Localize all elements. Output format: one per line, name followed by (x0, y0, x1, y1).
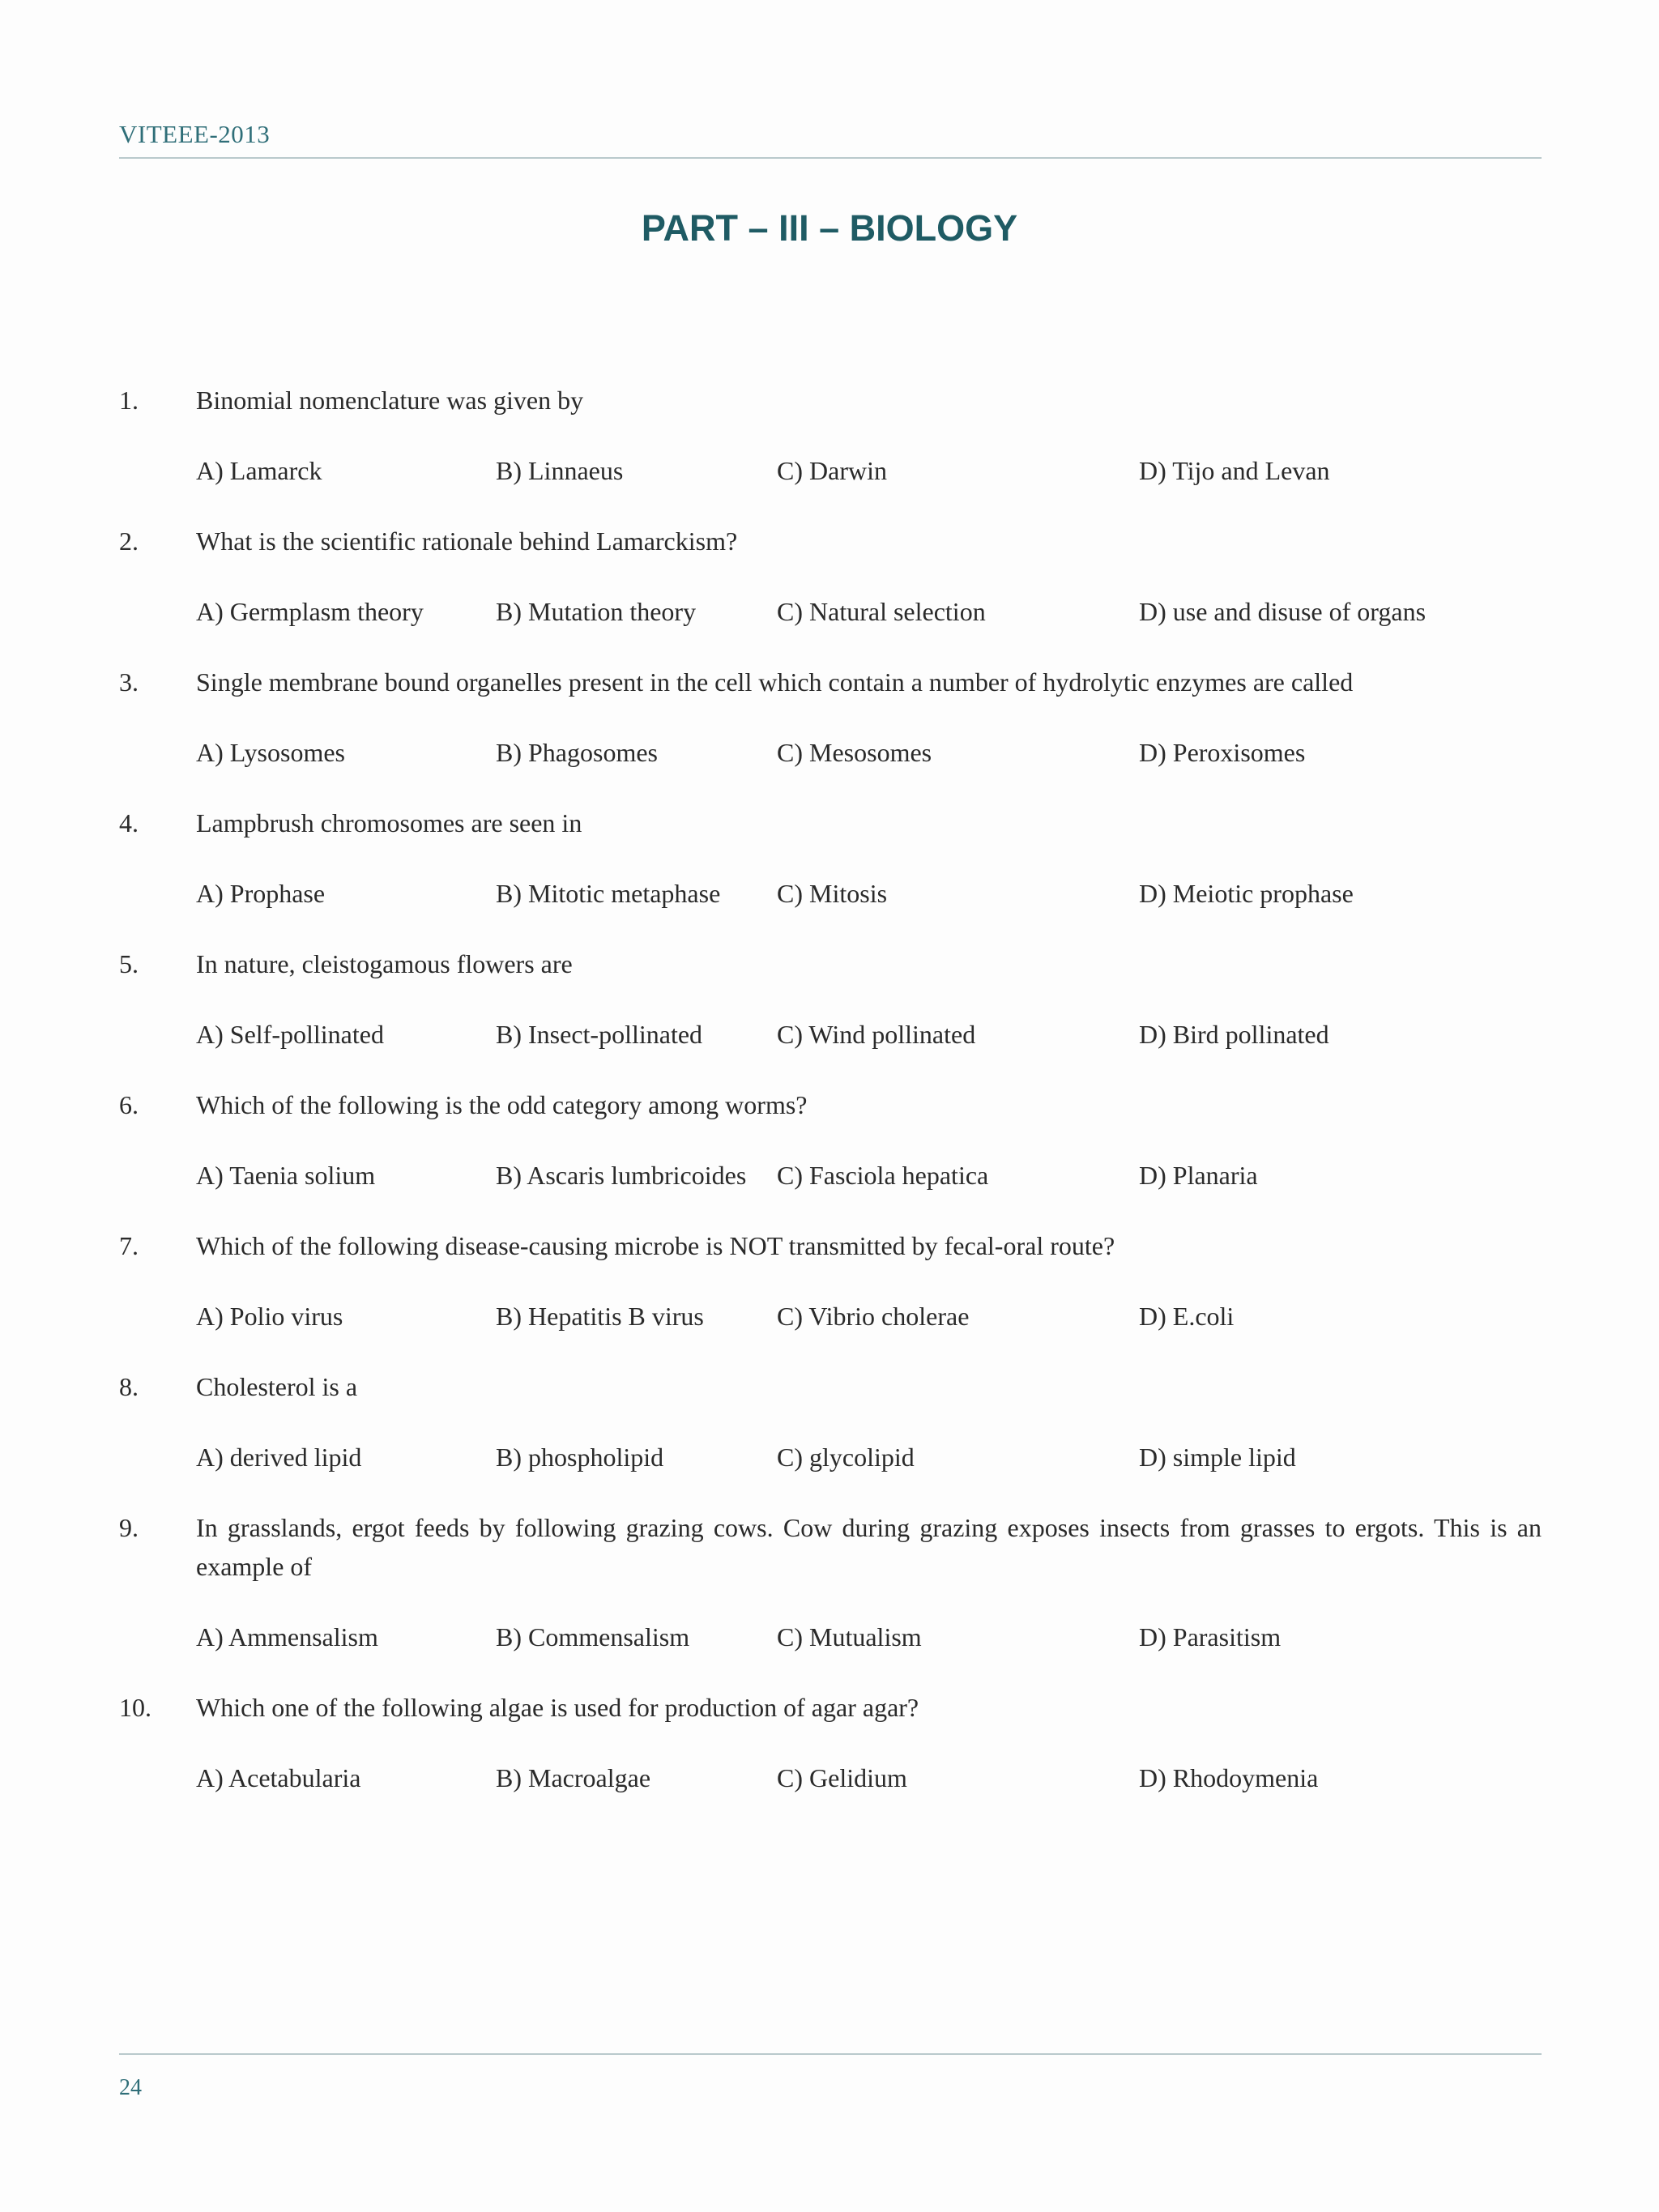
question-9 (0, 1508, 1659, 1688)
option-a: A) Prophase (196, 879, 326, 908)
option-b: B) Ascaris lumbricoides (496, 1161, 747, 1190)
question-number: 9. (119, 1513, 139, 1542)
option-a: A) Lysosomes (196, 738, 345, 767)
question-text: In nature, cleistogamous flowers are (196, 949, 573, 978)
question-number: 3. (119, 667, 139, 697)
option-d: D) Peroxisomes (1139, 738, 1306, 767)
option-b: B) Macroalgae (496, 1763, 651, 1792)
option-c: C) glycolipid (777, 1443, 915, 1472)
option-c: C) Mitosis (777, 879, 888, 908)
question-number: 2. (119, 526, 139, 556)
option-b: B) phospholipid (496, 1443, 664, 1472)
option-b: B) Insect-pollinated (496, 1020, 703, 1049)
option-b: B) Linnaeus (496, 456, 624, 485)
option-c: C) Vibrio cholerae (777, 1302, 970, 1331)
header-title: VITEEE-2013 (119, 120, 271, 148)
option-b: B) Mitotic metaphase (496, 879, 721, 908)
question-text: Which of the following is the odd category among worms? (196, 1090, 808, 1119)
question-text: Binomial nomenclature was given by (196, 386, 584, 415)
option-c: C) Wind pollinated (777, 1020, 976, 1049)
question-number: 4. (119, 808, 139, 837)
question-text: Which one of the following algae is used for production of agar agar? (196, 1693, 919, 1722)
option-d: D) simple lipid (1139, 1443, 1296, 1472)
option-a: A) Acetabularia (196, 1763, 361, 1792)
question-1 (0, 381, 1659, 522)
question-number: 6. (119, 1090, 139, 1119)
option-c: C) Gelidium (777, 1763, 907, 1792)
question-number: 1. (119, 386, 139, 415)
option-d: D) Meiotic prophase (1139, 879, 1354, 908)
option-d: D) Parasitism (1139, 1622, 1282, 1652)
option-a: A) derived lipid (196, 1443, 362, 1472)
option-d: D) Tijo and Levan (1139, 456, 1330, 485)
option-d: D) Rhodoymenia (1139, 1763, 1319, 1792)
question-7 (0, 1226, 1659, 1367)
option-d: D) use and disuse of organs (1139, 597, 1427, 626)
question-4 (0, 803, 1659, 944)
option-d: D) E.coli (1139, 1302, 1235, 1331)
option-d: D) Bird pollinated (1139, 1020, 1329, 1049)
option-c: C) Darwin (777, 456, 887, 485)
option-a: A) Self-pollinated (196, 1020, 384, 1049)
option-a: A) Polio virus (196, 1302, 343, 1331)
question-text: Single membrane bound organelles present in the cell which contain a number of hydrolytic enzymes are called (196, 667, 1354, 697)
option-c: C) Mutualism (777, 1622, 922, 1652)
option-a: A) Lamarck (196, 456, 322, 485)
option-d: D) Planaria (1139, 1161, 1258, 1190)
question-number: 8. (119, 1372, 139, 1401)
question-text: Lampbrush chromosomes are seen in (196, 808, 582, 837)
question-text: What is the scientific rationale behind Lamarckism? (196, 526, 738, 556)
header-divider (119, 157, 1542, 159)
question-list (0, 381, 1659, 1829)
question-number: 5. (119, 949, 139, 978)
option-c: C) Natural selection (777, 597, 986, 626)
footer-divider (119, 2053, 1542, 2055)
page-number: 24 (119, 2075, 142, 2100)
option-a: A) Germplasm theory (196, 597, 424, 626)
question-number: 7. (119, 1231, 139, 1260)
option-c: C) Fasciola hepatica (777, 1161, 989, 1190)
question-5 (0, 944, 1659, 1085)
option-a: A) Ammensalism (196, 1622, 378, 1652)
question-number: 10. (119, 1693, 151, 1722)
question-8 (0, 1367, 1659, 1508)
question-text: Cholesterol is a (196, 1372, 358, 1401)
option-b: B) Mutation theory (496, 597, 697, 626)
part-title: PART – III – BIOLOGY (641, 207, 1018, 249)
question-6 (0, 1085, 1659, 1226)
question-text: Which of the following disease-causing microbe is NOT transmitted by fecal-oral route? (196, 1231, 1115, 1260)
question-10 (0, 1688, 1659, 1829)
option-b: B) Hepatitis B virus (496, 1302, 704, 1331)
option-c: C) Mesosomes (777, 738, 932, 767)
question-text: In grasslands, ergot feeds by following grazing cows. Cow during grazing exposes insects from grasses to ergots. This is an example of (196, 1513, 1542, 1581)
question-2 (0, 522, 1659, 663)
question-3 (0, 663, 1659, 803)
option-a: A) Taenia solium (196, 1161, 376, 1190)
option-b: B) Phagosomes (496, 738, 658, 767)
option-b: B) Commensalism (496, 1622, 690, 1652)
